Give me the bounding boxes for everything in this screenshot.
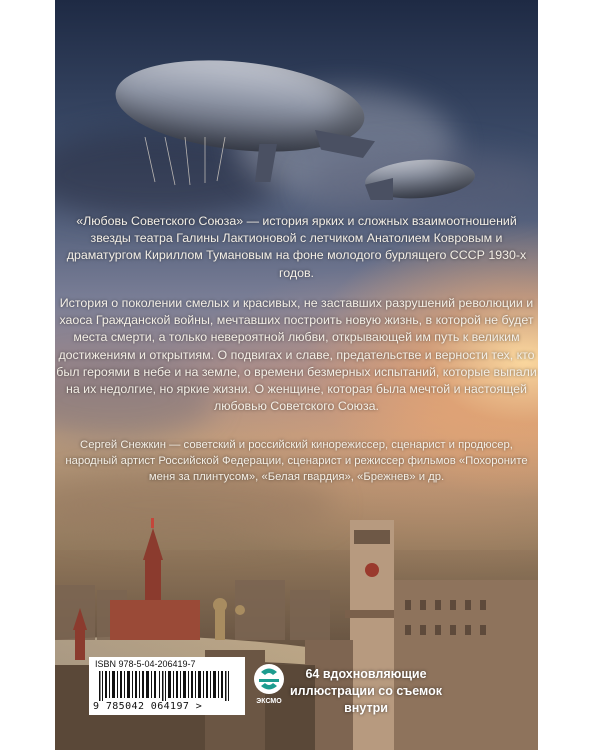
publisher-name: ЭКСМО bbox=[256, 698, 282, 705]
author-bio-paragraph: Сергей Снежкин — советский и российский кинорежиссер, сценарист и продюсер, народный артист Российской Федерации, сценарист и режиссер фильмов «Похороните меня за плинтусом», «Белая гвардия», «Брежнев» и др. bbox=[65, 439, 528, 484]
isbn-label: ISBN 978-5-04-206419-7 bbox=[95, 659, 196, 669]
description-paragraph-1: «Любовь Советского Союза» — история ярких и сложных взаимоотношений звезды театра Галины Лактионовой с летчиком Анатолием Ковровым и драматургом Кириллом Тумановым на фоне молодого бурлящего СССР 1930-х годов. bbox=[66, 214, 527, 280]
book-back-cover bbox=[55, 0, 538, 750]
airship-rigging bbox=[135, 137, 255, 187]
description-paragraph-2: История о поколении смелых и красивых, не заставших разрушений революции и хаоса Гражданской войны, мечтавших построить новую жизнь, в которой не будет места смерти, а только невероятной любви, открывающей им путь к великим достижениям и открытиям. О подвигах и славе, предательстве и верности тех, кто был героями в небе и на земле, о времени безмерных испытаний, которые выпали на их недолгие, но яркие жизни. О женщине, которая была мечтой и настоящей любовью Советского Союза. bbox=[56, 296, 537, 414]
airship-illustration bbox=[115, 62, 375, 192]
barcode-icon bbox=[99, 671, 237, 701]
barcode-digits: 9 785042 064197 > bbox=[93, 701, 203, 712]
barcode-panel bbox=[89, 657, 245, 715]
airship-illustration bbox=[365, 160, 485, 210]
illustrations-note: 64 вдохновляющие иллюстрации со съемок внутри bbox=[290, 667, 442, 715]
